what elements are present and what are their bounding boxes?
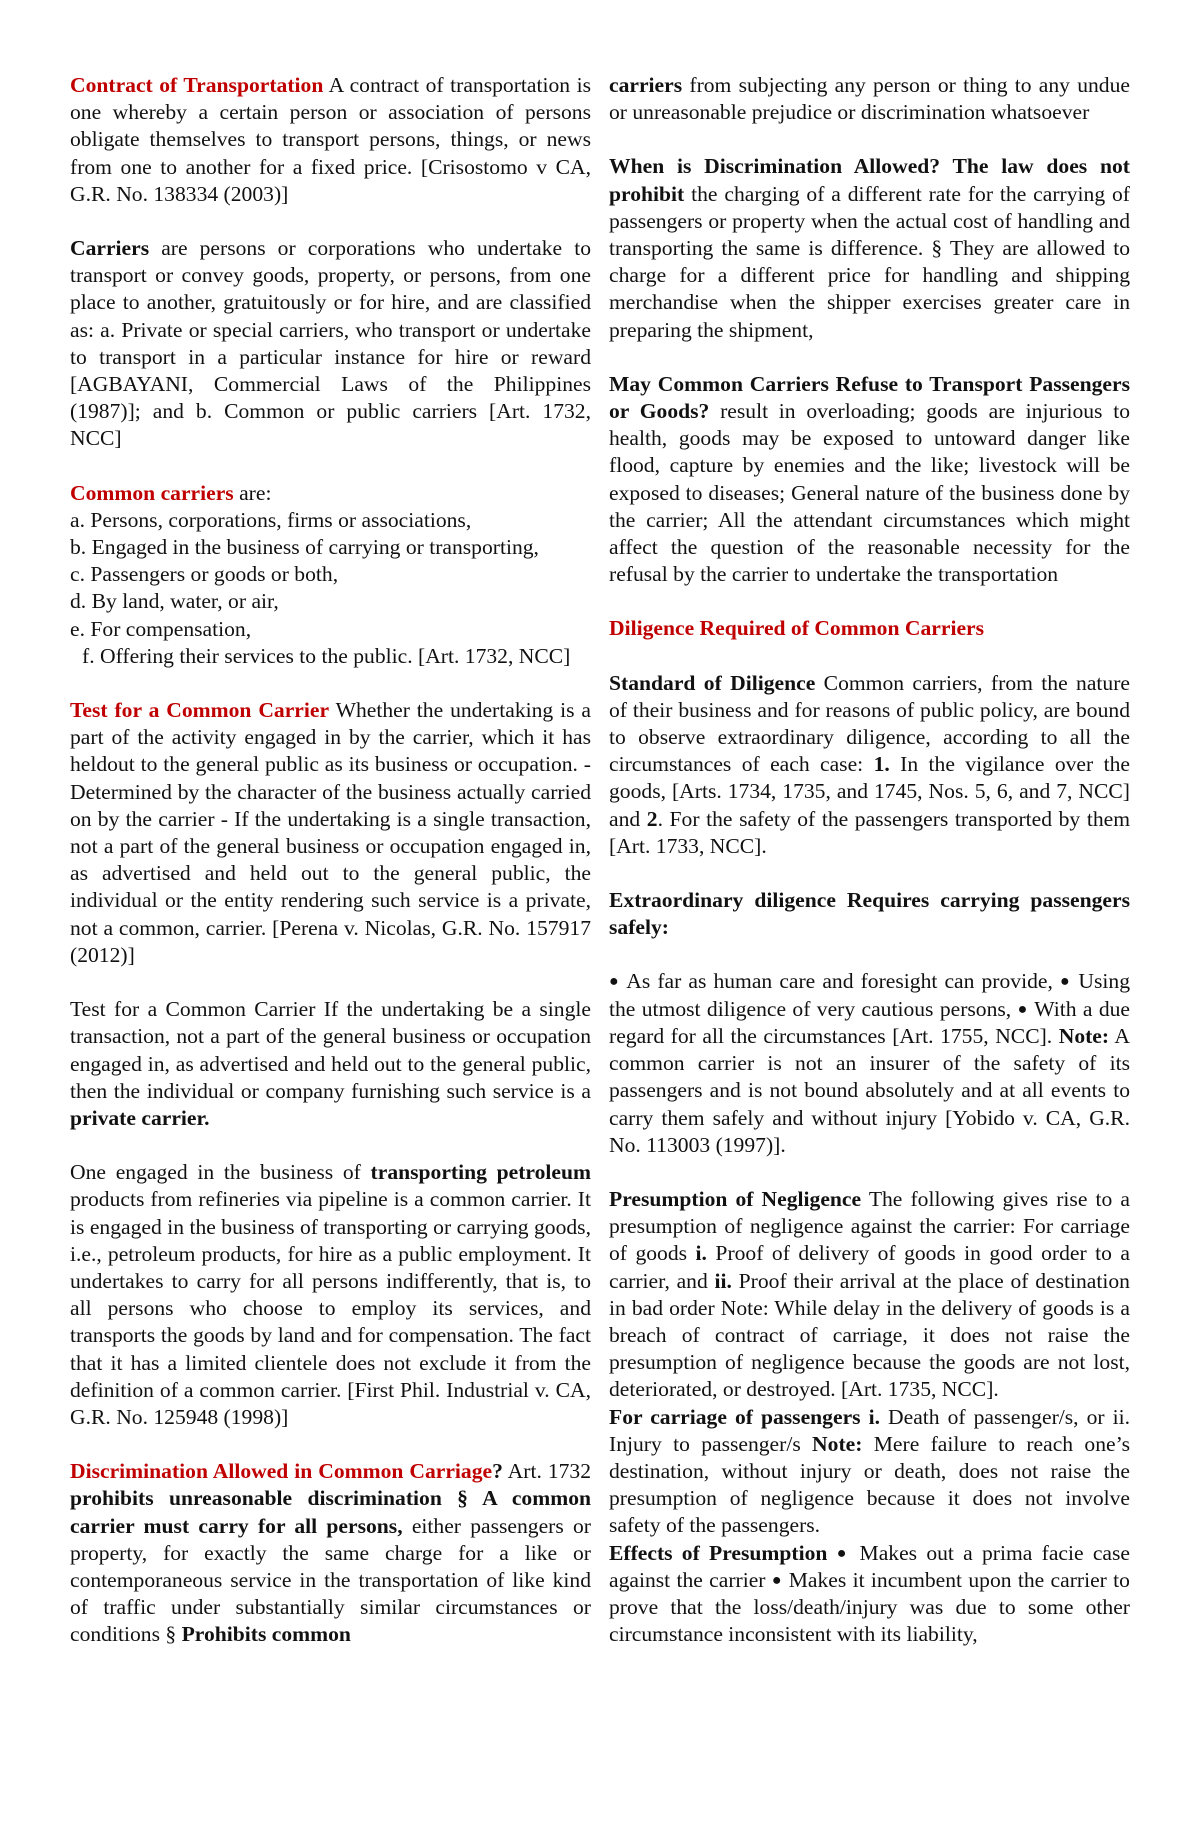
list-item: c. Passengers or goods or both, (70, 562, 339, 587)
effects-bold: Effects of Presumption (609, 1540, 828, 1565)
passengers-body-1: Death of passenger/s, or ii. Injury to passenger/s (609, 1404, 1130, 1456)
effects-bullet-1: Makes out a prima facie case against the carrier (609, 1540, 1130, 1592)
common-carriers-section (70, 480, 591, 670)
common-carriers-heading: Common carriers (70, 480, 234, 505)
extraordinary-bullet-2: Using the utmost diligence of very cautious persons, (609, 969, 1130, 1021)
discrimination-paragraph (70, 1458, 591, 1648)
list-item: d. By land, water, or air, (70, 589, 279, 614)
standard-body-2: In the vigilance over the goods, [Arts. 1734, 1735, and 1745, Nos. 5, 6, and 7, NCC] and (609, 752, 1130, 831)
passengers-bold: For carriage of passengers i. (609, 1404, 880, 1429)
presumption-body-1: The following gives rise to a presumption of negligence against the carrier: For carriage of goods (609, 1186, 1130, 1266)
test2-body: Test for a Common Carrier If the undertaking be a single transaction, not a part of the general business or occupation engaged in, as advertised and held out to the general public, then the individual or company furnishing such service is a (70, 997, 591, 1103)
passengers-paragraph (609, 1404, 1130, 1540)
discrimination-bold-2: Prohibits common (181, 1622, 351, 1647)
extraordinary-bullet-1: As far as human care and foresight can provide, (620, 969, 1060, 994)
standard-num-1: 1. (873, 752, 890, 777)
petroleum-paragraph (70, 1159, 591, 1431)
presumption-paragraph (609, 1186, 1130, 1404)
when-allowed-paragraph (609, 153, 1130, 343)
standard-paragraph (609, 670, 1130, 860)
bullet-icon: ● (609, 973, 621, 991)
petroleum-bold: transporting petroleum (370, 1160, 591, 1185)
discrimination-body: either passengers or property, for exactly the same charge for a like or contemporaneous service in the transportation of like kind of traffic under substantially similar circumstances or conditions § (70, 1513, 591, 1647)
contract-paragraph (70, 72, 591, 208)
contract-heading: Contract of Transportation (70, 73, 324, 97)
bullet-icon: ● (836, 1544, 851, 1562)
list-item: b. Engaged in the business of carrying or transporting, (70, 535, 539, 560)
passengers-note: Note: (812, 1431, 863, 1456)
diligence-heading: Diligence Required of Common Carriers (609, 616, 985, 641)
petroleum-body: products from refineries via pipeline is a common carrier. It is engaged in the business of transporting or carrying goods, i.e., petroleum products, for hire as a public employment. It undertakes to carry for all persons indifferently, that is, to all persons who choose to employ its services, and transports the goods by land and for compensation. The fact that it has a limited clientele does not exclude it from the definition of a common carrier. [First Phil. Industrial v. CA, G.R. No. 125948 (1998)] (70, 1187, 591, 1429)
standard-body-3: . For the safety of the passengers transported by them [Art. 1733, NCC]. (609, 806, 1130, 858)
carriers-body: are persons or corporations who undertake to transport or convey goods, property, or persons, from one place to another, gratuitously or for hire, and are classified as: a. Private or special carriers, who transport or undertake to transport in a particular instance for hire or reward [AGBAYANI, Commercial Laws of the Philippines (1987)]; and b. Common or public carriers [Art. 1732, NCC] (70, 236, 591, 451)
effects-bullet-2: Makes it incumbent upon the carrier to prove that the loss/death/injury was due to some other circumstance inconsistent with its liability, (609, 1567, 1130, 1647)
passengers-body-2: Mere failure to reach one’s destination, without injury or death, does not raise the presumption of negligence because it does not involve safety of the passengers. (609, 1431, 1130, 1538)
extraordinary-bullet-3: With a due regard for all the circumstances [Art. 1755, NCC]. (609, 996, 1131, 1048)
discrimination-question-mark: ? (492, 1459, 503, 1484)
carriers-continued-paragraph (609, 72, 1130, 126)
presumption-body-3: Proof their arrival at the place of destination in bad order Note: While delay in the delivery of goods is a breach of contract of carriage, it does not raise the presumption of negligence because the goods are not lost, deteriorated, or destroyed. [Art. 1735, NCC]. (609, 1268, 1130, 1402)
test-paragraph (70, 697, 591, 969)
standard-num-2: 2 (646, 806, 658, 831)
standard-body-1: Common carriers, from the nature of their business and for reasons of public policy, are bound to observe extraordinary diligence, according to all the circumstances of each case: (609, 670, 1130, 777)
bullet-icon: ● (771, 1571, 783, 1589)
extraordinary-heading-line (609, 887, 1130, 941)
extraordinary-bold: Extraordinary diligence Requires carrying passengers safely: (609, 888, 1130, 940)
left-column (70, 72, 591, 1649)
common-carriers-heading-line (70, 480, 591, 507)
discrimination-heading: Discrimination Allowed in Common Carriage (70, 1459, 493, 1484)
refuse-paragraph (609, 371, 1130, 589)
carriers-paragraph (70, 235, 591, 453)
when-allowed-bold: When is Discrimination Allowed? The law does not prohibit (609, 154, 1130, 206)
carriers-continued-bold: carriers (609, 73, 683, 97)
discrimination-article: Art. 1732 (502, 1459, 592, 1484)
when-allowed-body: the charging of a different rate for the carrying of passengers or property when the actual cost of handling and transporting the same is difference. § They are allowed to charge for a different price for handling and shipping merchandise when the shipper exercises greater care in preparing the shipment, (609, 181, 1130, 342)
carriers-continued-body: from subjecting any person or thing to any undue or unreasonable prejudice or discrimination whatsoever (609, 73, 1130, 125)
note-body: A common carrier is not an insurer of the safety of its passengers and is not bound absolutely and at all events to carry them safely and without injury [Yobido v. CA, G.R. No. 113003 (1997)]. (609, 1023, 1131, 1157)
refuse-body: result in overloading; goods are injurious to health, goods may be exposed to untoward danger like flood, capture by enemies and the like; livestock will be exposed to diseases; General nature of the business done by the carrier; All the attendant circumstances which might affect the question of the reasonable necessity for the refusal by the carrier to undertake the transportation (609, 399, 1130, 587)
list-item: f. Offering their services to the public. [Art. 1732, NCC] (82, 643, 571, 668)
note-bold: Note: (1058, 1023, 1110, 1048)
refuse-bold: May Common Carriers Refuse to Transport Passengers or Goods? (609, 371, 1130, 424)
presumption-bold: Presumption of Negligence (609, 1186, 862, 1211)
standard-bold: Standard of Diligence (609, 670, 816, 695)
test-body: Whether the undertaking is a part of the activity engaged in by the carrier, which it has heldout to the general public as its business or occupation. - Determined by the character of the business actually carried on by the carrier - If the undertaking is a single transaction, not a part of the general business or occupation engaged in, as advertised and held out to the general public, the individual or the entity rendering such service is a private, not a common, carrier. [Perena v. Nicolas, G.R. No. 157917 (2012)] (70, 698, 591, 967)
carriers-term: Carriers (70, 236, 150, 261)
extraordinary-bullets-paragraph (609, 968, 1130, 1158)
diligence-heading-line (609, 615, 1130, 642)
bullet-icon: ● (1059, 973, 1072, 991)
discrimination-bold-1: prohibits unreasonable discrimination § A common carrier must carry for all persons, (70, 1486, 591, 1538)
common-carriers-suffix: are: (233, 480, 272, 505)
effects-paragraph (609, 1540, 1130, 1649)
presumption-body-2: Proof of delivery of goods in good order to a carrier, and (609, 1241, 1130, 1293)
contract-body: A contract of transportation is one whereby a certain person or association of persons obligate themselves to transport persons, things, or news from one to another for a fixed price. [Crisostomo v CA, G.R. No. 138334 (2003)] (70, 73, 591, 206)
list-item: e. For compensation, (70, 616, 252, 641)
test2-paragraph (70, 996, 591, 1132)
right-column (609, 72, 1130, 1649)
presumption-i: i. (695, 1241, 707, 1266)
two-column-layout (70, 72, 1130, 1649)
presumption-ii: ii. (714, 1268, 732, 1293)
list-item: a. Persons, corporations, firms or associations, (70, 507, 472, 532)
petroleum-pre: One engaged in the business of (70, 1160, 371, 1185)
test2-bold: private carrier. (70, 1105, 210, 1130)
test-heading: Test for a Common Carrier (70, 698, 330, 723)
bullet-icon: ● (1017, 1000, 1029, 1018)
